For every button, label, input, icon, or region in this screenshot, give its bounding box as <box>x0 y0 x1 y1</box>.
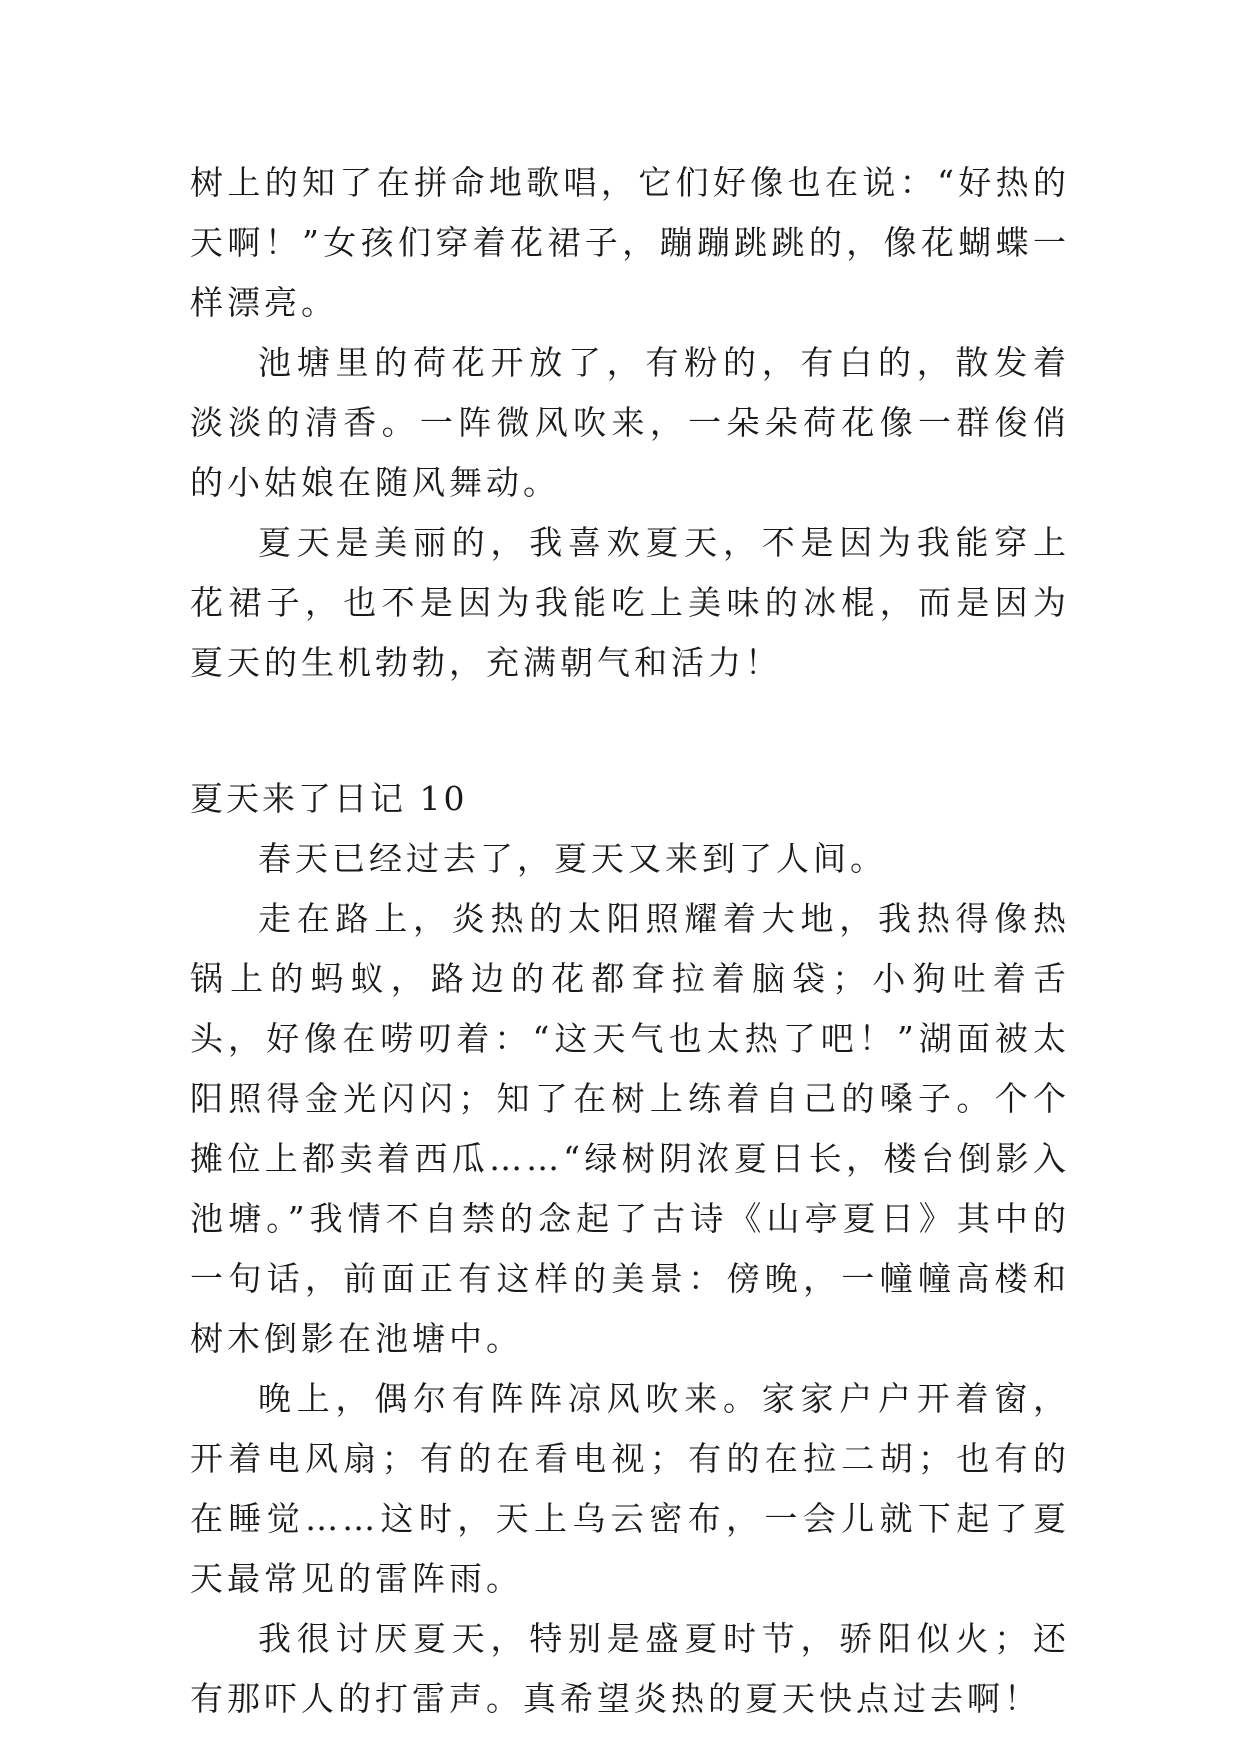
diary-title: 夏天来了日记 10 <box>190 779 468 818</box>
paragraph-spring-gone: 春天已经过去了，夏天又来到了人间。 <box>258 839 887 878</box>
paragraph-lotus: 池塘里的荷花开放了，有粉的，有白的，散发着淡淡的清香。一阵微风吹来，一朵朵荷花像一群俊俏的小姑娘在随风舞动。 <box>190 343 1070 502</box>
paragraph-walking: 走在路上，炎热的太阳照耀着大地，我热得像热锅上的蚂蚁，路边的花都耷拉着脑袋；小狗吐着舌头，好像在唠叨着：“这天气也太热了吧！”湖面被太阳照得金光闪闪；知了在树上练着自己的嗓子。个个摊位上都卖着西瓜……“绿树阴浓夏日长，楼台倒影入池塘。”我情不自禁的念起了古诗《山亭夏日》其中的一句话，前面正有这样的美景：傍晚，一幢幢高楼和树木倒影在池塘中。 <box>190 899 1070 1358</box>
paragraph-cicadas: 树上的知了在拼命地歌唱，它们好像也在说：“好热的天啊！”女孩们穿着花裙子，蹦蹦跳跳的，像花蝴蝶一样漂亮。 <box>190 163 1070 322</box>
document-body <box>190 153 1070 1729</box>
paragraph-dislike-summer: 我很讨厌夏天，特别是盛夏时节，骄阳似火；还有那吓人的打雷声。真希望炎热的夏天快点过去啊！ <box>190 1619 1070 1718</box>
paragraph-summer-beautiful: 夏天是美丽的，我喜欢夏天，不是因为我能穿上花裙子，也不是因为我能吃上美味的冰棍，而是因为夏天的生机勃勃，充满朝气和活力！ <box>190 523 1070 682</box>
paragraph-evening: 晚上，偶尔有阵阵凉风吹来。家家户户开着窗，开着电风扇；有的在看电视；有的在拉二胡；也有的在睡觉……这时，天上乌云密布，一会儿就下起了夏天最常见的雷阵雨。 <box>190 1379 1070 1598</box>
section-spacer <box>190 693 1070 769</box>
